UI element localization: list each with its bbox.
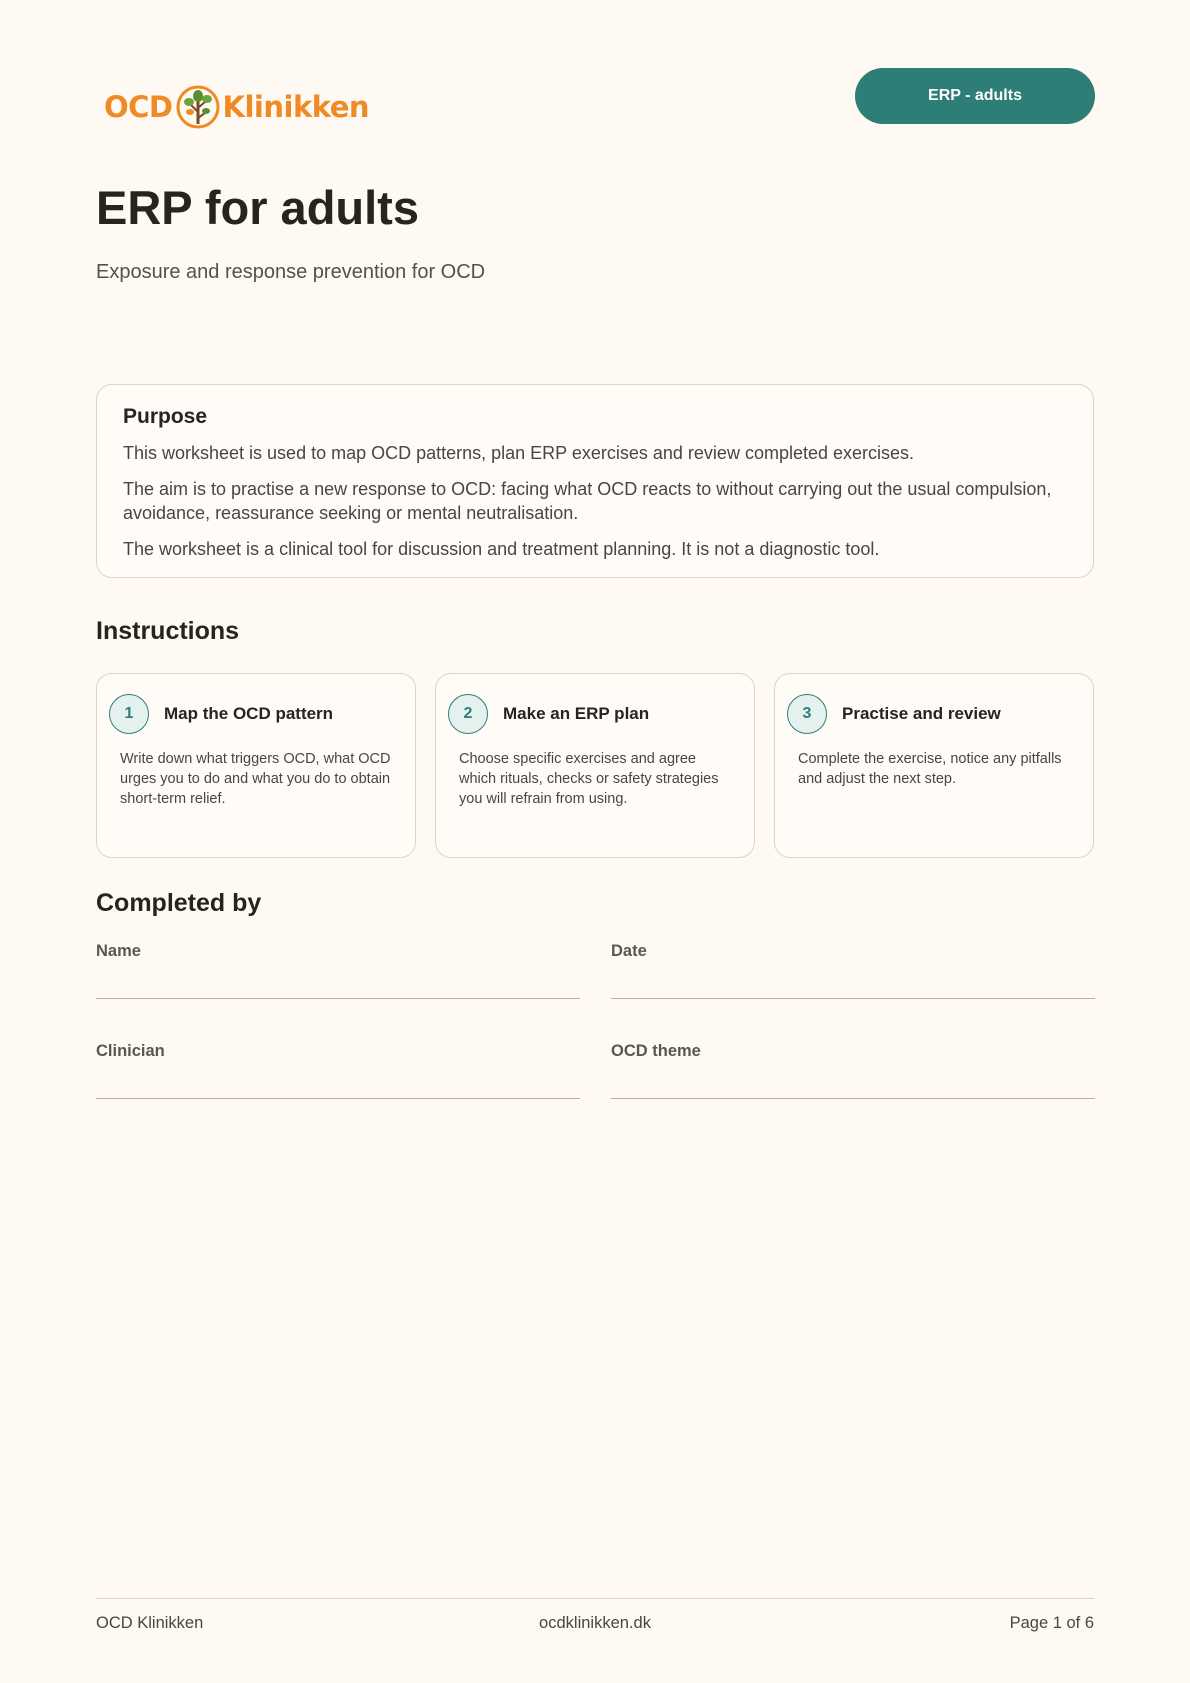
step-title: Make an ERP plan — [503, 704, 650, 723]
purpose-paragraph: This worksheet is used to map OCD patterns, plan ERP exercises and review completed exercises. — [123, 443, 915, 463]
date-field-label: Date — [611, 942, 647, 960]
name-field-label: Name — [96, 942, 141, 960]
purpose-box — [96, 384, 1094, 578]
logo-text-klinikken: Klinikken — [222, 90, 370, 124]
logo-text-ocd: OCD — [104, 90, 173, 124]
footer-page-number: Page 1 of 6 — [1009, 1614, 1094, 1632]
page-subtitle: Exposure and response prevention for OCD — [96, 261, 486, 283]
step-description: Write down what triggers OCD, what OCD urges you to do and what you do to obtain short-term relief. — [120, 751, 391, 807]
ocd-theme-field[interactable] — [611, 1042, 1095, 1099]
clinician-field[interactable] — [96, 1042, 580, 1099]
tree-logo-icon — [175, 82, 221, 132]
clinician-field-label: Clinician — [96, 1042, 165, 1060]
instruction-step-card — [96, 673, 416, 858]
name-field[interactable] — [96, 942, 580, 999]
instructions-heading: Instructions — [96, 617, 240, 645]
ocd-klinikken-logo — [104, 80, 369, 134]
step-number-badge: 2 — [448, 694, 488, 734]
completed-by-heading: Completed by — [96, 889, 262, 917]
date-field[interactable] — [611, 942, 1095, 999]
purpose-heading: Purpose — [123, 405, 208, 428]
step-title: Practise and review — [842, 704, 1001, 723]
step-number-badge: 3 — [787, 694, 827, 734]
step-description: Choose specific exercises and agree which rituals, checks or safety strategies you will refrain from using. — [459, 751, 719, 807]
step-number-badge: 1 — [109, 694, 149, 734]
footer-divider — [96, 1598, 1094, 1599]
purpose-paragraph: The worksheet is a clinical tool for discussion and treatment planning. It is not a diagnostic tool. — [123, 539, 880, 559]
footer-clinic-name: OCD Klinikken — [96, 1614, 204, 1632]
purpose-paragraph: The aim is to practise a new response to OCD: facing what OCD reacts to without carrying out the usual compulsion, avoidance, reassurance seeking or mental neutralisation. — [123, 479, 1052, 523]
page-title: ERP for adults — [96, 181, 419, 234]
footer-website: ocdklinikken.dk — [539, 1614, 651, 1632]
ocd-theme-field-label: OCD theme — [611, 1042, 701, 1060]
erp-adults-badge: ERP - adults — [855, 68, 1095, 124]
instruction-step-card — [774, 673, 1094, 858]
step-title: Map the OCD pattern — [164, 704, 334, 723]
instruction-step-card — [435, 673, 755, 858]
step-description: Complete the exercise, notice any pitfalls and adjust the next step. — [798, 751, 1062, 787]
